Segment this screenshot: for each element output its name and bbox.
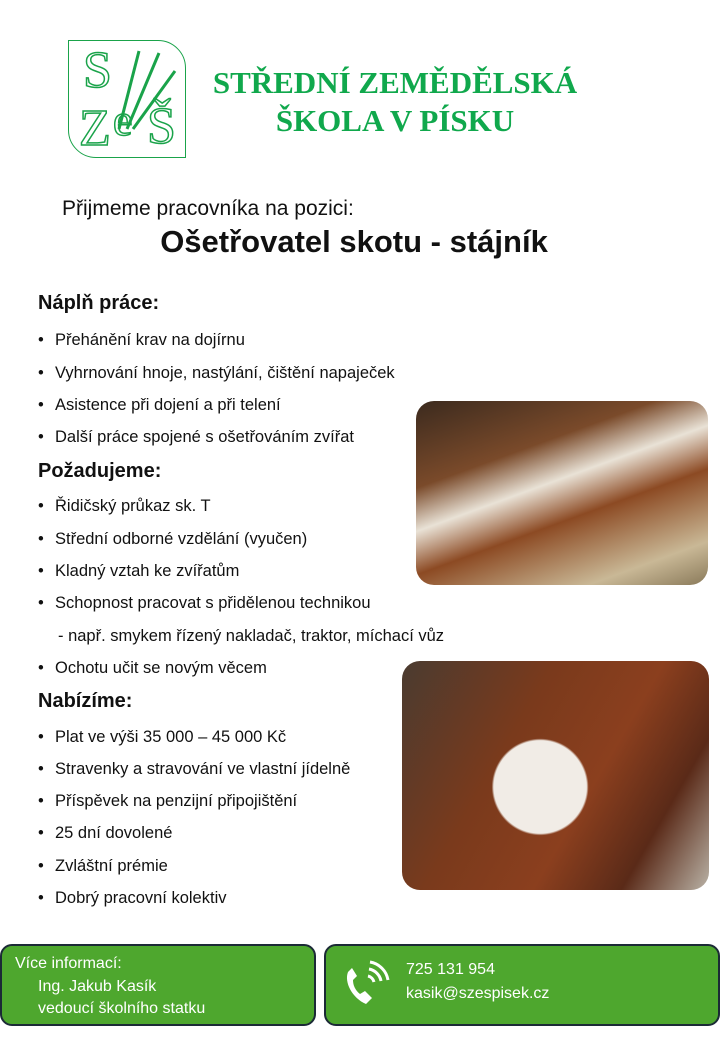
contact-details-box: [324, 944, 720, 1026]
list-item: • 25 dní dovolené: [38, 824, 173, 842]
list-note: - např. smykem řízený nakladač, traktor, míchací vůz: [58, 627, 445, 645]
contact-email[interactable]: kasik@szespisek.cz: [406, 985, 550, 1002]
section-title: Nabízíme:: [38, 690, 133, 712]
list-item: • Řidičský průkaz sk. T: [38, 497, 211, 515]
logo-letter: e: [113, 96, 133, 145]
school-logo: [68, 40, 186, 158]
school-name-line: ŠKOLA V PÍSKU: [275, 103, 515, 138]
section-title: Požadujeme:: [38, 460, 162, 482]
list-item: • Příspěvek na penzijní připojištění: [38, 792, 298, 810]
logo-letter: Š: [147, 98, 176, 155]
list-item: • Dobrý pracovní kolektiv: [38, 889, 227, 907]
logo-letter: S: [83, 42, 112, 99]
position-title: Ošetřovatel skotu - stájník: [160, 224, 548, 259]
list-item: • Střední odborné vzdělání (vyučen): [38, 530, 308, 548]
list-item: • Vyhrnování hnoje, nastýlání, čištění napaječek: [38, 364, 395, 382]
logo-letter: Z: [79, 100, 111, 157]
list-item: • Kladný vztah ke zvířatům: [38, 562, 240, 580]
school-name-line: STŘEDNÍ ZEMĚDĚLSKÁ: [212, 65, 578, 100]
list-item: • Asistence při dojení a při telení: [38, 396, 281, 414]
list-item: • Stravenky a stravování ve vlastní jídelně: [38, 760, 351, 778]
phone-icon: [340, 958, 392, 1010]
list-item: • Schopnost pracovat s přidělenou technikou: [38, 594, 371, 612]
contact-phone[interactable]: 725 131 954: [406, 961, 495, 978]
wheat-icon: [109, 41, 179, 131]
contact-person-box: [0, 944, 316, 1026]
list-item: • Zvláštní prémie: [38, 857, 168, 875]
list-item: • Ochotu učit se novým věcem: [38, 659, 267, 677]
contact-role: vedoucí školního statku: [38, 1000, 206, 1017]
school-name: [205, 64, 585, 140]
contact-label: Více informací:: [15, 955, 122, 972]
list-item: • Plat ve výši 35 000 – 45 000 Kč: [38, 728, 287, 746]
cow-portrait-photo: [402, 661, 709, 890]
list-item: • Přehánění krav na dojírnu: [38, 331, 245, 349]
list-item: • Další práce spojené s ošetřováním zvířat: [38, 428, 354, 446]
intro-text: Přijmeme pracovníka na pozici:: [62, 197, 354, 220]
contact-name: Ing. Jakub Kasík: [38, 978, 157, 995]
section-title: Náplň práce:: [38, 292, 160, 314]
cows-feeding-photo: [416, 401, 708, 585]
